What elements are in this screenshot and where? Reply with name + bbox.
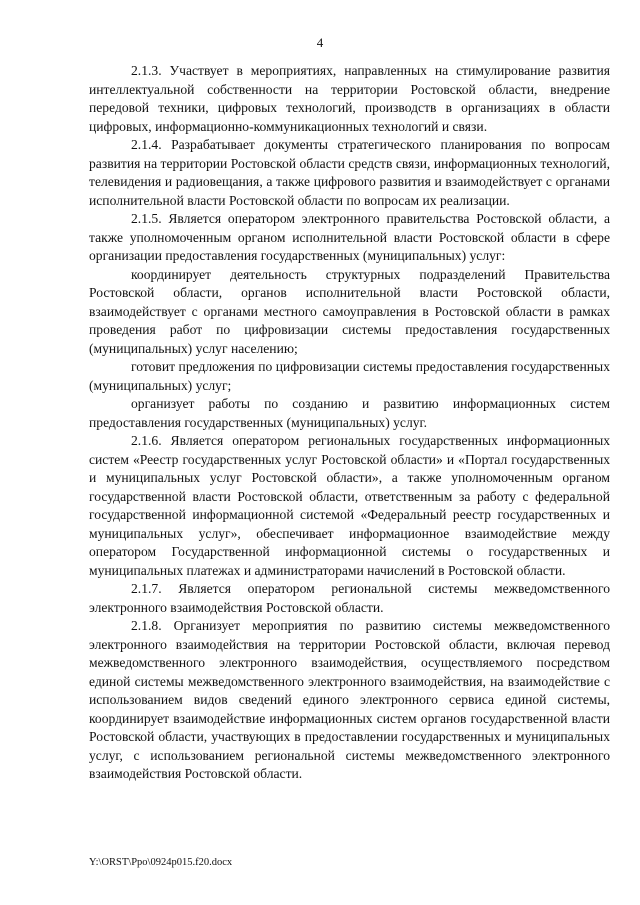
paragraph-organizes-works: организует работы по созданию и развитию информационных систем предоставления государственных (муниципальных) услуг. xyxy=(89,396,610,430)
paragraph-2-1-7: 2.1.7. Является оператором региональной системы межведомственного электронного взаимодействия Ростовской области. xyxy=(89,581,610,615)
paragraph-2-1-8: 2.1.8. Организует мероприятия по развитию системы межведомственного электронного взаимодействия на территории Ростовской области, включая перевод межведомственного электронного взаимодействия, осуществляемого посредством единой системы межведомственного электронного взаимодействия, на взаимодействие с использованием видов сведений единого электронного сервиса единой системы, координирует взаимодействие информационных систем органов государственной власти Ростовской области, участвующих в предоставлении государственных и муниципальных услуг, с использованием региональной системы межведомственного электронного взаимодействия Ростовской области. xyxy=(89,618,610,781)
paragraph-2-1-4: 2.1.4. Разрабатывает документы стратегического планирования по вопросам развития на территории Ростовской области средств связи, информационных технологий, телевидения и радиовещания, а также цифрового развития и взаимодействует с органами исполнительной власти Ростовской области по вопросам их реализации. xyxy=(89,137,610,208)
paragraph-coordinates: координирует деятельность структурных подразделений Правительства Ростовской области, органов исполнительной власти Ростовской области, взаимодействует с органами местного самоуправления в Ростовской области в рамках проведения работ по цифровизации системы предоставления государственных (муниципальных) услуг населению; xyxy=(89,266,610,356)
footer-file-path: Y:\ORST\Ppo\0924p015.f20.docx xyxy=(89,857,233,868)
paragraph-prepares-proposals: готовит предложения по цифровизации системы предоставления государственных (муниципальных) услуг; xyxy=(89,359,610,393)
page-number: 4 xyxy=(316,35,324,50)
document-body xyxy=(89,62,610,784)
paragraph-2-1-6: 2.1.6. Является оператором региональных государственных информационных систем «Реестр государственных услуг Ростовской области» и «Портал государственных и муниципальных услуг Ростовской области», а также уполномоченным органом государственной власти Ростовской области, ответственным за работу с федеральной государственной информационной системой «Федеральный реестр государственных и муниципальных услуг», обеспечивает информационное взаимодействие между оператором Государственной информационной системы о государственных и муниципальных платежах и администраторами начислений в Ростовской области. xyxy=(89,433,610,578)
paragraph-2-1-3: 2.1.3. Участвует в мероприятиях, направленных на стимулирование развития интеллектуальной собственности на территории Ростовской области, внедрение передовой техники, цифровых технологий, производств в организациях в области цифровых, информационно-коммуникационных технологий и связи. xyxy=(89,63,610,134)
paragraph-2-1-5: 2.1.5. Является оператором электронного правительства Ростовской области, а также уполномоченным органом исполнительной власти Ростовской области в сфере организации предоставления государственных (муниципальных) услуг: xyxy=(89,211,610,263)
